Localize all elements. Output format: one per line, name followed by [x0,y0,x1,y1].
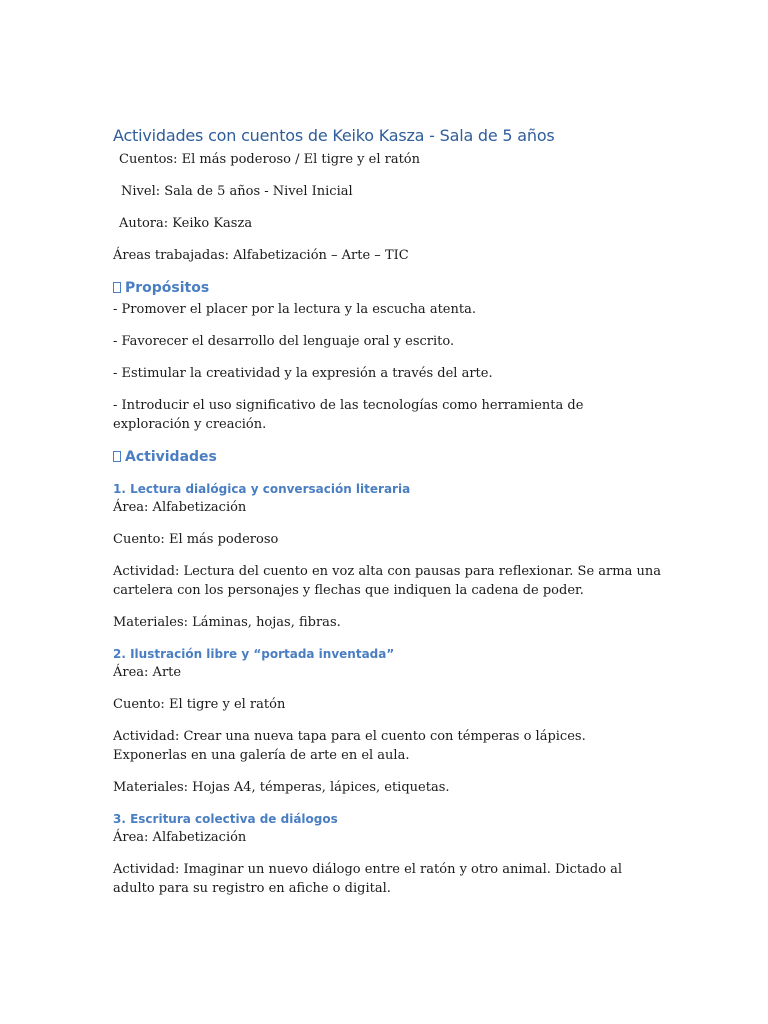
activity-area: Área: Alfabetización [113,500,247,515]
activity-cuento: Cuento: El más poderoso [113,532,279,547]
proposito-item: - Introducir el uso significativo de las tecnologías como herramienta de exploración y creación. [113,398,584,432]
activity-description: Actividad: Imaginar un nuevo diálogo entre el ratón y otro animal. Dictado al adulto para su registro en afiche o digital. [113,862,623,896]
activity-description: Actividad: Lectura del cuento en voz alta con pausas para reflexionar. Se arma una cartelera con los personajes y flechas que indiquen la cadena de poder. [113,564,661,598]
proposito-item: - Promover el placer por la lectura y la escucha atenta. [113,302,476,317]
section-heading-actividades: Actividades [113,447,661,467]
missing-glyph-icon [113,451,121,462]
activity-title: 3. Escritura colectiva de diálogos [113,812,338,826]
proposito-item: - Estimular la creatividad y la expresión a través del arte. [113,366,493,381]
section-heading-propositos: Propósitos [113,278,661,298]
activity-cuento: Cuento: El tigre y el ratón [113,697,286,712]
activity-title: 1. Lectura dialógica y conversación literaria [113,482,411,496]
activity-materials: Materiales: Hojas A4, témperas, lápices, etiquetas. [113,780,450,795]
document-title: Actividades con cuentos de Keiko Kasza - Sala de 5 años [113,126,555,145]
document-page [113,124,661,898]
meta-areas: Áreas trabajadas: Alfabetización – Arte – TIC [113,248,409,263]
proposito-item: - Favorecer el desarrollo del lenguaje oral y escrito. [113,334,455,349]
activity-materials: Materiales: Láminas, hojas, fibras. [113,615,341,630]
missing-glyph-icon [113,282,121,293]
meta-nivel: Nivel: Sala de 5 años - Nivel Inicial [121,184,353,199]
activity-area: Área: Alfabetización [113,830,247,845]
activity-title: 2. Ilustración libre y “portada inventada” [113,647,395,661]
meta-autora: Autora: Keiko Kasza [119,216,253,231]
meta-cuentos: Cuentos: El más poderoso / El tigre y el ratón [119,152,420,167]
activity-area: Área: Arte [113,665,182,680]
activity-description: Actividad: Crear una nueva tapa para el cuento con témperas o lápices. Exponerlas en una galería de arte en el aula. [113,729,586,763]
